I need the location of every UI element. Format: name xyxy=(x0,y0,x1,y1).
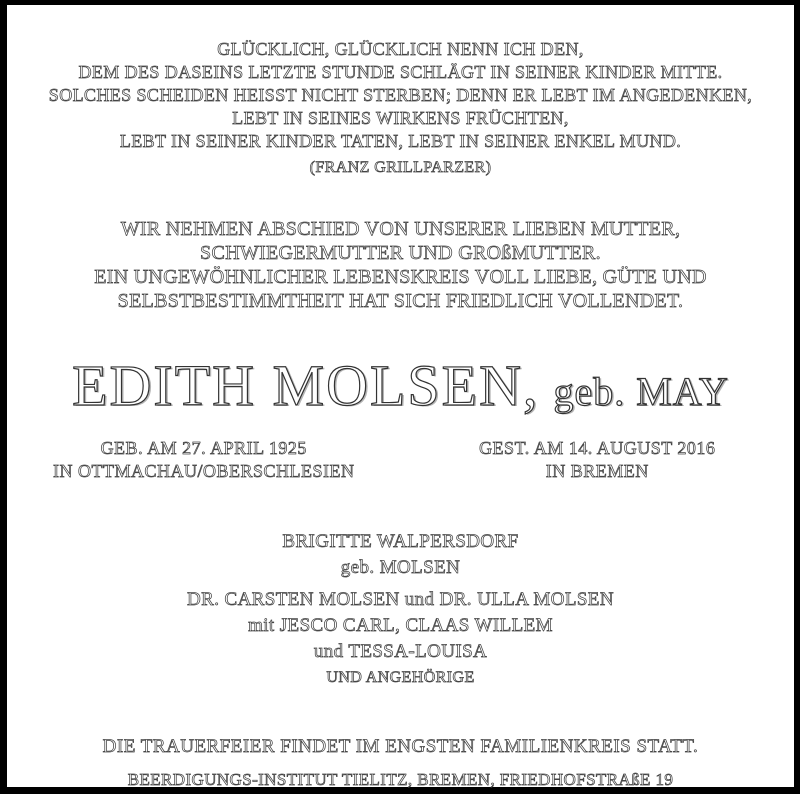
quote-line: GLÜCKLICH, GLÜCKLICH NENN ICH DEN, xyxy=(217,39,584,59)
birth-place: IN OTTMACHAU/OBERSCHLESIEN xyxy=(52,461,355,481)
mourner-line: UND ANGEHÖRIGE xyxy=(326,669,475,686)
funeral-info xyxy=(7,735,794,791)
quote-line: DEM DES DASEINS LETZTE STUNDE SCHLÄGT IN SEINER KINDER MITTE. xyxy=(78,62,723,82)
farewell-line: SCHWIEGERMUTTER UND GROßMUTTER. xyxy=(200,242,601,264)
farewell-line: WIR NEHMEN ABSCHIED VON UNSERER LIEBEN MUTTER, xyxy=(120,218,681,240)
memorial-quote xyxy=(7,38,794,179)
birth-info xyxy=(7,437,401,483)
mourner-line: BRIGITTE WALPERSDORF xyxy=(282,531,519,552)
mourner-line: DR. CARSTEN MOLSEN und DR. ULLA MOLSEN xyxy=(187,589,614,610)
death-place: IN BREMEN xyxy=(545,461,649,481)
mourners-list xyxy=(7,529,794,691)
ceremony-notice: DIE TRAUERFEIER FINDET IM ENGSTEN FAMILIENKREIS STATT. xyxy=(102,736,699,757)
funeral-institute: BEERDIGUNGS-INSTITUT TIELITZ, BREMEN, FRIEDHOFSTRAßE 19 xyxy=(127,770,674,789)
mourner-line: und TESSA-LOUISA xyxy=(313,641,488,662)
quote-line: SOLCHES SCHEIDEN HEISST NICHT STERBEN; DENN ER LEBT IM ANGEDENKEN, xyxy=(48,85,753,105)
mourner-line: geb. MOLSEN xyxy=(340,557,461,578)
death-info xyxy=(401,437,795,483)
birth-date: GEB. AM 27. APRIL 1925 xyxy=(100,438,307,458)
obituary-notice xyxy=(7,5,794,787)
farewell-line: SELBSTBESTIMMTHEIT HAT SICH FRIEDLICH VOLLENDET. xyxy=(117,290,684,312)
farewell-line: EIN UNGEWÖHNLICHER LEBENSKREIS VOLL LIEBE, GÜTE UND xyxy=(94,266,707,288)
quote-line: LEBT IN SEINES WIRKENS FRÜCHTEN, xyxy=(232,108,569,128)
life-dates xyxy=(7,437,794,483)
deceased-name-main: EDITH MOLSEN, xyxy=(72,353,540,418)
quote-line: LEBT IN SEINER KINDER TATEN, LEBT IN SEINER ENKEL MUND. xyxy=(119,131,682,151)
quote-attribution: (FRANZ GRILLPARZER) xyxy=(309,159,492,176)
deceased-name-maiden: geb. MAY xyxy=(553,369,729,414)
farewell-text xyxy=(7,217,794,313)
mourner-line: mit JESCO CARL, CLAAS WILLEM xyxy=(248,615,553,636)
deceased-name xyxy=(7,355,794,423)
death-date: GEST. AM 14. AUGUST 2016 xyxy=(479,438,716,458)
